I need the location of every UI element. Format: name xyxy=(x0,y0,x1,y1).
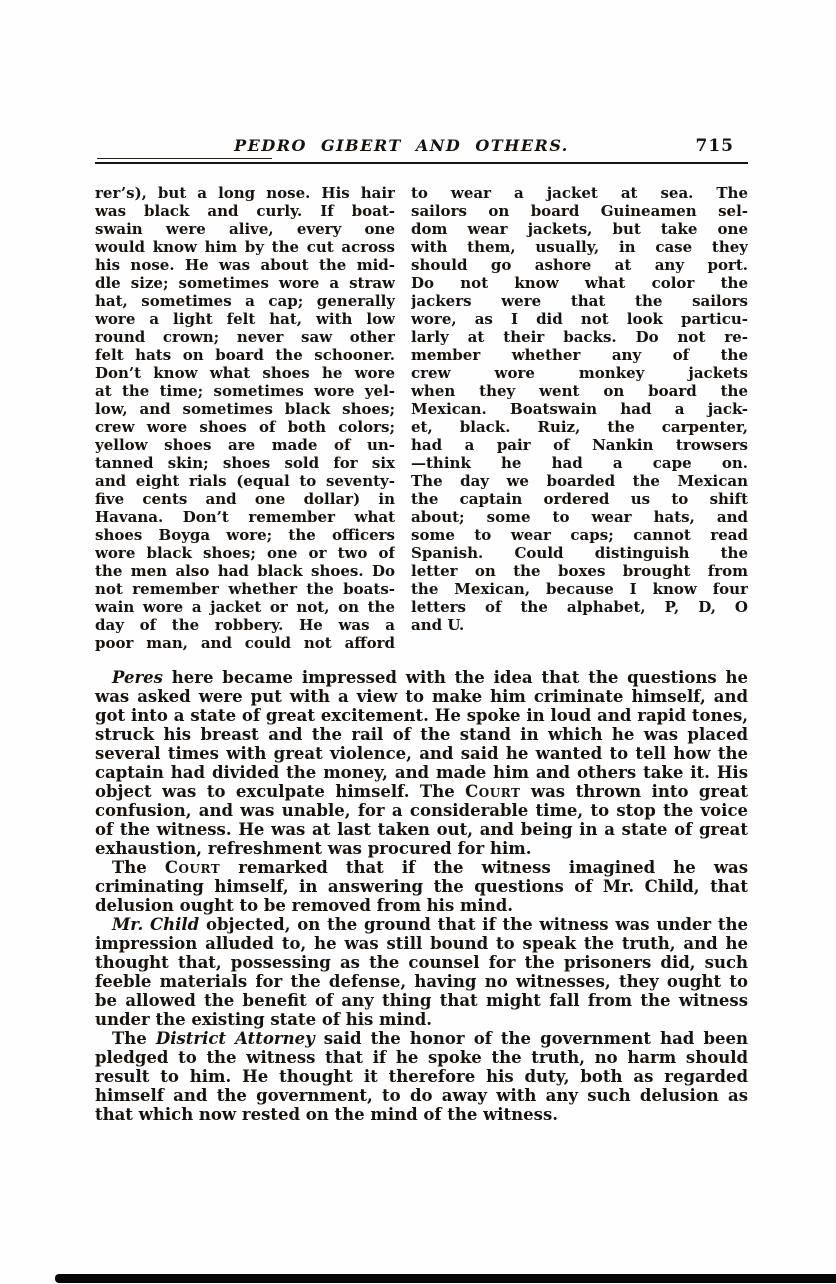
paragraph-segment: was thrown into great confusion, and was unable, for a considerable time, to stop the voice of the witness. He was at last taken out, and being in a state of great exhaustion, refreshment was procured for him. xyxy=(95,782,748,858)
text-line: Do not know what color the xyxy=(411,274,748,292)
text-line: yellow shoes are made of un- xyxy=(95,436,395,454)
header-rule-artifact xyxy=(97,158,272,159)
right-column xyxy=(411,184,748,652)
paragraph-segment: Peres xyxy=(112,668,163,687)
paragraph-segment: The xyxy=(112,1029,156,1048)
page-header xyxy=(95,136,748,160)
text-line: dle size; sometimes wore a straw xyxy=(95,274,395,292)
text-line: felt hats on board the schooner. xyxy=(95,346,395,364)
paragraph-segment: objected, on the ground that if the witness was under the impression alluded to, he was still bound to speak the truth, and he thought that, possessing as the counsel for the prisoners did, such feeble materials for the defense, having no witnesses, they ought to be allowed the benefit of any thing that might fall from the witness under the existing state of his mind. xyxy=(95,915,748,1029)
text-line: some to wear caps; cannot read xyxy=(411,526,748,544)
text-line: swain were alive, every one xyxy=(95,220,395,238)
text-line: the Mexican, because I know four xyxy=(411,580,748,598)
paragraph xyxy=(95,1029,748,1124)
text-line: day of the robbery. He was a xyxy=(95,616,395,634)
page-number: 715 xyxy=(695,136,734,156)
text-line: the captain ordered us to shift xyxy=(411,490,748,508)
text-line: poor man, and could not afford xyxy=(95,634,395,652)
text-line: about; some to wear hats, and xyxy=(411,508,748,526)
text-line: letter on the boxes brought from xyxy=(411,562,748,580)
left-column xyxy=(95,184,395,652)
body-paragraphs xyxy=(95,668,748,1124)
text-line: and U. xyxy=(411,616,465,634)
text-line: hat, sometimes a cap; generally xyxy=(95,292,395,310)
text-line: Don’t know what shoes he wore xyxy=(95,364,395,382)
text-line: larly at their backs. Do not re- xyxy=(411,328,748,346)
text-line: wore black shoes; one or two of xyxy=(95,544,395,562)
paragraph-segment: Court xyxy=(465,782,521,801)
text-line: low, and sometimes black shoes; xyxy=(95,400,395,418)
text-line: had a pair of Nankin trowsers xyxy=(411,436,748,454)
paragraph-segment: remarked that if the witness imagined he was criminating himself, in answering the questions of Mr. Child, that delusion ought to be removed from his mind. xyxy=(95,858,748,915)
text-line: the men also had black shoes. Do xyxy=(95,562,395,580)
text-line: tanned skin; shoes sold for six xyxy=(95,454,395,472)
text-line: was black and curly. If boat- xyxy=(95,202,395,220)
text-line: Mexican. Boatswain had a jack- xyxy=(411,400,748,418)
text-line: The day we boarded the Mexican xyxy=(411,472,748,490)
text-line: crew wore shoes of both colors; xyxy=(95,418,395,436)
text-line: at the time; sometimes wore yel- xyxy=(95,382,395,400)
paragraph-segment: The xyxy=(112,858,165,877)
text-line: wore a light felt hat, with low xyxy=(95,310,395,328)
text-line: member whether any of the xyxy=(411,346,748,364)
text-line: when they went on board the xyxy=(411,382,748,400)
paragraph-segment: here became impressed with the idea that the questions he was asked were put with a view to make him criminate himself, and got into a state of great excitement. He spoke in loud and rapid tones, struck his breast and the rail of the stand in which he was placed several times with great violence, and said he wanted to tell how the captain had divided the money, and made him and others take it. His object was to exculpate himself. The xyxy=(95,668,748,801)
paragraph-segment: Court xyxy=(164,858,221,877)
text-line: —think he had a cape on. xyxy=(411,454,748,472)
text-line: et, black. Ruiz, the carpenter, xyxy=(411,418,748,436)
text-line: to wear a jacket at sea. The xyxy=(411,184,748,202)
text-line: should go ashore at any port. xyxy=(411,256,748,274)
text-line: round crown; never saw other xyxy=(95,328,395,346)
text-line: wain wore a jacket or not, on the xyxy=(95,598,395,616)
text-line: wore, as I did not look particu- xyxy=(411,310,748,328)
paragraph xyxy=(95,915,748,1029)
paragraph xyxy=(95,858,748,915)
text-line: five cents and one dollar) in xyxy=(95,490,395,508)
text-line: shoes Boyga wore; the officers xyxy=(95,526,395,544)
text-line: his nose. He was about the mid- xyxy=(95,256,395,274)
text-line: would know him by the cut across xyxy=(95,238,395,256)
header-rule xyxy=(95,162,748,164)
text-line: sailors on board Guineamen sel- xyxy=(411,202,748,220)
paragraph-segment: Mr. Child xyxy=(112,915,200,934)
paragraph-segment: District Attorney xyxy=(155,1029,315,1048)
running-title: PEDRO GIBERT AND OTHERS. xyxy=(234,136,569,155)
text-line: jackers were that the sailors xyxy=(411,292,748,310)
scan-edge-artifact xyxy=(55,1274,836,1283)
text-line: with them, usually, in case they xyxy=(411,238,748,256)
paragraph xyxy=(95,668,748,858)
paragraph-segment: said the honor of the government had been pledged to the witness that if he spoke the truth, no harm should result to him. He thought it therefore his duty, both as regarded himself and the government, to do away with any such delusion as that which now rested on the mind of the witness. xyxy=(95,1029,748,1124)
text-line: not remember whether the boats- xyxy=(95,580,395,598)
text-line: Havana. Don’t remember what xyxy=(95,508,395,526)
text-line: Spanish. Could distinguish the xyxy=(411,544,748,562)
text-line: crew wore monkey jackets xyxy=(411,364,748,382)
text-line: and eight rials (equal to seventy- xyxy=(95,472,395,490)
text-line: rer’s), but a long nose. His hair xyxy=(95,184,395,202)
text-line: dom wear jackets, but take one xyxy=(411,220,748,238)
text-line: letters of the alphabet, P, D, O xyxy=(411,598,748,616)
two-column-text-block xyxy=(95,184,748,652)
